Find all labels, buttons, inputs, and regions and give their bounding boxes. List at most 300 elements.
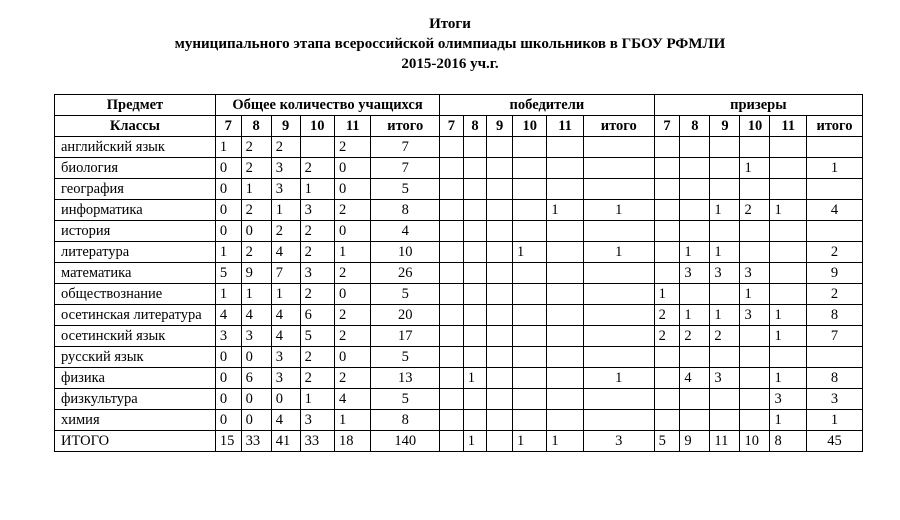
value-cell: 1 <box>680 305 710 326</box>
value-cell <box>583 389 654 410</box>
value-cell: 1 <box>463 431 487 452</box>
table-row <box>55 179 863 200</box>
value-cell: 2 <box>271 221 300 242</box>
value-cell: 2 <box>241 137 271 158</box>
value-cell <box>513 179 547 200</box>
value-cell: 1 <box>547 200 583 221</box>
value-cell: 3 <box>241 326 271 347</box>
value-cell <box>710 410 740 431</box>
value-cell: 8 <box>371 410 440 431</box>
value-cell: 3 <box>806 389 862 410</box>
subject-cell: физика <box>55 368 216 389</box>
value-cell <box>440 179 464 200</box>
value-cell <box>583 263 654 284</box>
value-cell <box>770 179 806 200</box>
value-cell: 8 <box>806 368 862 389</box>
value-cell <box>740 368 770 389</box>
value-cell <box>440 158 464 179</box>
value-cell: 0 <box>215 221 241 242</box>
value-cell: 2 <box>806 284 862 305</box>
value-cell <box>513 158 547 179</box>
value-cell: 3 <box>740 305 770 326</box>
value-cell: 2 <box>241 158 271 179</box>
value-cell: 5 <box>371 284 440 305</box>
value-cell <box>487 368 513 389</box>
value-cell <box>740 221 770 242</box>
value-cell: 3 <box>271 347 300 368</box>
value-cell <box>680 179 710 200</box>
grade-header: 11 <box>547 116 583 137</box>
value-cell: 2 <box>271 137 300 158</box>
value-cell: 1 <box>806 410 862 431</box>
table-row <box>55 389 863 410</box>
value-cell <box>440 242 464 263</box>
value-cell <box>547 368 583 389</box>
value-cell: 1 <box>806 158 862 179</box>
value-cell: 2 <box>334 200 370 221</box>
value-cell: 3 <box>770 389 806 410</box>
prizewinners-header: призеры <box>654 95 862 116</box>
value-cell: 0 <box>241 410 271 431</box>
value-cell: 7 <box>371 137 440 158</box>
value-cell <box>654 410 680 431</box>
value-cell <box>740 410 770 431</box>
value-cell: 3 <box>710 368 740 389</box>
value-cell <box>680 200 710 221</box>
grade-header: итого <box>371 116 440 137</box>
table-row <box>55 410 863 431</box>
value-cell: 0 <box>334 284 370 305</box>
value-cell: 2 <box>241 200 271 221</box>
value-cell <box>710 137 740 158</box>
value-cell <box>547 305 583 326</box>
value-cell: 1 <box>740 158 770 179</box>
value-cell: 4 <box>371 221 440 242</box>
value-cell <box>654 347 680 368</box>
value-cell <box>680 389 710 410</box>
value-cell: 6 <box>300 305 334 326</box>
value-cell <box>463 158 487 179</box>
value-cell <box>806 137 862 158</box>
header-row-groups <box>55 95 863 116</box>
value-cell: 1 <box>654 284 680 305</box>
value-cell: 1 <box>215 137 241 158</box>
value-cell <box>654 263 680 284</box>
value-cell: 5 <box>371 389 440 410</box>
subject-cell: физкультура <box>55 389 216 410</box>
value-cell: 0 <box>215 410 241 431</box>
document-title <box>0 14 900 74</box>
value-cell: 2 <box>334 137 370 158</box>
value-cell <box>583 347 654 368</box>
value-cell: 2 <box>300 221 334 242</box>
value-cell: 1 <box>241 179 271 200</box>
value-cell <box>547 410 583 431</box>
value-cell: 4 <box>680 368 710 389</box>
value-cell: 13 <box>371 368 440 389</box>
value-cell: 1 <box>334 242 370 263</box>
subject-cell: обществознание <box>55 284 216 305</box>
value-cell <box>710 221 740 242</box>
value-cell: 1 <box>215 242 241 263</box>
value-cell: 1 <box>770 200 806 221</box>
grade-header: итого <box>583 116 654 137</box>
value-cell <box>806 347 862 368</box>
grade-header: 9 <box>487 116 513 137</box>
value-cell: 20 <box>371 305 440 326</box>
value-cell <box>463 389 487 410</box>
value-cell <box>654 158 680 179</box>
value-cell <box>583 137 654 158</box>
classes-header: Классы <box>55 116 216 137</box>
value-cell <box>654 179 680 200</box>
grade-header: 10 <box>740 116 770 137</box>
value-cell <box>680 158 710 179</box>
value-cell: 1 <box>710 242 740 263</box>
grade-header: 7 <box>654 116 680 137</box>
value-cell: 2 <box>300 242 334 263</box>
value-cell <box>547 347 583 368</box>
grade-header: 7 <box>440 116 464 137</box>
value-cell: 0 <box>215 179 241 200</box>
value-cell: 1 <box>583 242 654 263</box>
value-cell: 9 <box>806 263 862 284</box>
value-cell <box>583 410 654 431</box>
table-row <box>55 137 863 158</box>
value-cell: 1 <box>271 284 300 305</box>
grade-header: итого <box>806 116 862 137</box>
value-cell <box>740 347 770 368</box>
value-cell: 0 <box>334 158 370 179</box>
subject-cell: английский язык <box>55 137 216 158</box>
total-students-header: Общее количество учащихся <box>215 95 439 116</box>
value-cell: 1 <box>241 284 271 305</box>
value-cell <box>770 221 806 242</box>
value-cell <box>513 284 547 305</box>
value-cell: 4 <box>241 305 271 326</box>
value-cell: 1 <box>513 431 547 452</box>
value-cell: 2 <box>710 326 740 347</box>
value-cell: 0 <box>215 389 241 410</box>
value-cell: 3 <box>740 263 770 284</box>
value-cell: 3 <box>710 263 740 284</box>
value-cell <box>440 410 464 431</box>
value-cell <box>487 347 513 368</box>
value-cell <box>654 221 680 242</box>
value-cell: 1 <box>770 305 806 326</box>
value-cell <box>547 221 583 242</box>
value-cell <box>463 179 487 200</box>
value-cell: 18 <box>334 431 370 452</box>
value-cell <box>583 326 654 347</box>
value-cell <box>710 284 740 305</box>
value-cell <box>463 410 487 431</box>
value-cell: 2 <box>300 347 334 368</box>
value-cell: 5 <box>654 431 680 452</box>
value-cell <box>440 263 464 284</box>
value-cell: 3 <box>271 368 300 389</box>
value-cell: 3 <box>300 263 334 284</box>
value-cell <box>487 158 513 179</box>
value-cell <box>440 326 464 347</box>
value-cell <box>654 242 680 263</box>
value-cell <box>654 200 680 221</box>
value-cell <box>487 263 513 284</box>
value-cell: 0 <box>215 368 241 389</box>
value-cell <box>680 410 710 431</box>
value-cell <box>513 347 547 368</box>
value-cell <box>440 431 464 452</box>
value-cell <box>513 137 547 158</box>
grade-header: 10 <box>513 116 547 137</box>
value-cell <box>770 158 806 179</box>
value-cell: 1 <box>710 200 740 221</box>
value-cell: 15 <box>215 431 241 452</box>
value-cell: 0 <box>334 179 370 200</box>
value-cell: 1 <box>463 368 487 389</box>
value-cell <box>710 389 740 410</box>
value-cell <box>547 326 583 347</box>
grade-header: 11 <box>334 116 370 137</box>
value-cell <box>513 263 547 284</box>
value-cell: 1 <box>583 200 654 221</box>
value-cell <box>654 389 680 410</box>
value-cell <box>513 389 547 410</box>
value-cell <box>547 284 583 305</box>
value-cell: 1 <box>710 305 740 326</box>
value-cell <box>770 347 806 368</box>
value-cell <box>710 347 740 368</box>
value-cell: 1 <box>770 326 806 347</box>
grade-header: 9 <box>710 116 740 137</box>
value-cell <box>547 263 583 284</box>
value-cell <box>770 137 806 158</box>
value-cell: 2 <box>300 368 334 389</box>
value-cell: 2 <box>300 284 334 305</box>
value-cell: 0 <box>241 221 271 242</box>
value-cell: 2 <box>740 200 770 221</box>
value-cell: 4 <box>271 326 300 347</box>
value-cell: 1 <box>740 284 770 305</box>
value-cell <box>440 389 464 410</box>
value-cell <box>680 137 710 158</box>
value-cell <box>547 137 583 158</box>
value-cell: 0 <box>271 389 300 410</box>
value-cell: 1 <box>300 179 334 200</box>
title-line-2: муниципального этапа всероссийской олимпиады школьников в ГБОУ РФМЛИ <box>174 36 726 52</box>
value-cell <box>487 242 513 263</box>
value-cell: 2 <box>806 242 862 263</box>
value-cell <box>547 158 583 179</box>
value-cell <box>487 221 513 242</box>
table-row <box>55 242 863 263</box>
value-cell <box>583 305 654 326</box>
header-row-grades <box>55 116 863 137</box>
value-cell: 41 <box>271 431 300 452</box>
value-cell <box>463 326 487 347</box>
value-cell: 3 <box>271 179 300 200</box>
value-cell: 2 <box>334 305 370 326</box>
value-cell <box>583 221 654 242</box>
value-cell: 7 <box>271 263 300 284</box>
value-cell: 4 <box>334 389 370 410</box>
value-cell: 5 <box>215 263 241 284</box>
value-cell: 0 <box>215 158 241 179</box>
value-cell: 3 <box>300 200 334 221</box>
value-cell: 3 <box>215 326 241 347</box>
value-cell: 17 <box>371 326 440 347</box>
value-cell: 45 <box>806 431 862 452</box>
table-row <box>55 200 863 221</box>
grade-header: 8 <box>680 116 710 137</box>
value-cell: 1 <box>215 284 241 305</box>
value-cell: 9 <box>680 431 710 452</box>
value-cell <box>300 137 334 158</box>
value-cell <box>487 305 513 326</box>
value-cell <box>583 158 654 179</box>
value-cell <box>487 389 513 410</box>
value-cell <box>547 179 583 200</box>
title-line-3: 2015-2016 уч.г. <box>401 56 499 72</box>
value-cell: 2 <box>334 263 370 284</box>
value-cell: 5 <box>371 179 440 200</box>
value-cell <box>487 179 513 200</box>
value-cell <box>440 284 464 305</box>
value-cell: 0 <box>215 347 241 368</box>
subject-cell: ИТОГО <box>55 431 216 452</box>
value-cell: 0 <box>241 389 271 410</box>
value-cell <box>463 137 487 158</box>
value-cell: 3 <box>300 410 334 431</box>
value-cell <box>740 242 770 263</box>
value-cell: 1 <box>583 368 654 389</box>
value-cell <box>547 389 583 410</box>
subject-cell: русский язык <box>55 347 216 368</box>
results-table <box>54 94 863 452</box>
value-cell <box>440 368 464 389</box>
value-cell: 10 <box>371 242 440 263</box>
value-cell <box>740 326 770 347</box>
value-cell: 140 <box>371 431 440 452</box>
subject-cell: информатика <box>55 200 216 221</box>
value-cell <box>680 284 710 305</box>
value-cell <box>740 389 770 410</box>
value-cell: 7 <box>371 158 440 179</box>
value-cell: 4 <box>806 200 862 221</box>
value-cell <box>440 305 464 326</box>
value-cell <box>806 179 862 200</box>
value-cell: 11 <box>710 431 740 452</box>
value-cell: 2 <box>334 326 370 347</box>
value-cell <box>654 137 680 158</box>
value-cell: 5 <box>371 347 440 368</box>
value-cell: 1 <box>680 242 710 263</box>
value-cell <box>513 221 547 242</box>
grade-header: 8 <box>241 116 271 137</box>
value-cell <box>463 284 487 305</box>
value-cell <box>806 221 862 242</box>
value-cell <box>654 368 680 389</box>
value-cell <box>770 263 806 284</box>
subject-cell: осетинская литература <box>55 305 216 326</box>
subject-cell: математика <box>55 263 216 284</box>
value-cell: 5 <box>300 326 334 347</box>
grade-header: 8 <box>463 116 487 137</box>
title-line-1: Итоги <box>429 16 471 32</box>
grade-header: 7 <box>215 116 241 137</box>
value-cell <box>487 284 513 305</box>
subject-cell: литература <box>55 242 216 263</box>
subject-cell: химия <box>55 410 216 431</box>
value-cell: 4 <box>215 305 241 326</box>
table-row <box>55 347 863 368</box>
value-cell: 2 <box>334 368 370 389</box>
value-cell: 3 <box>271 158 300 179</box>
value-cell <box>770 284 806 305</box>
value-cell <box>440 221 464 242</box>
value-cell: 0 <box>334 221 370 242</box>
value-cell <box>680 347 710 368</box>
value-cell: 8 <box>770 431 806 452</box>
value-cell <box>770 242 806 263</box>
value-cell: 0 <box>241 347 271 368</box>
grade-header: 11 <box>770 116 806 137</box>
value-cell <box>513 200 547 221</box>
value-cell <box>487 326 513 347</box>
value-cell <box>710 158 740 179</box>
value-cell: 9 <box>241 263 271 284</box>
value-cell <box>740 137 770 158</box>
value-cell: 2 <box>300 158 334 179</box>
table-row <box>55 326 863 347</box>
value-cell <box>547 242 583 263</box>
value-cell <box>487 431 513 452</box>
subject-cell: история <box>55 221 216 242</box>
value-cell <box>513 326 547 347</box>
value-cell <box>583 179 654 200</box>
value-cell: 8 <box>371 200 440 221</box>
total-row <box>55 431 863 452</box>
value-cell: 4 <box>271 305 300 326</box>
value-cell: 3 <box>680 263 710 284</box>
table-body <box>55 137 863 452</box>
value-cell <box>463 263 487 284</box>
value-cell <box>463 221 487 242</box>
value-cell <box>583 284 654 305</box>
value-cell: 8 <box>806 305 862 326</box>
value-cell: 3 <box>583 431 654 452</box>
value-cell <box>710 179 740 200</box>
table-row <box>55 284 863 305</box>
table-row <box>55 158 863 179</box>
subject-cell: биология <box>55 158 216 179</box>
value-cell <box>513 410 547 431</box>
value-cell <box>513 305 547 326</box>
value-cell: 2 <box>654 326 680 347</box>
subject-cell: география <box>55 179 216 200</box>
value-cell: 4 <box>271 242 300 263</box>
value-cell <box>463 242 487 263</box>
value-cell <box>463 200 487 221</box>
subject-cell: осетинский язык <box>55 326 216 347</box>
grade-header: 10 <box>300 116 334 137</box>
value-cell: 1 <box>271 200 300 221</box>
value-cell <box>440 347 464 368</box>
value-cell: 1 <box>513 242 547 263</box>
value-cell: 1 <box>770 368 806 389</box>
table-row <box>55 221 863 242</box>
value-cell <box>487 137 513 158</box>
